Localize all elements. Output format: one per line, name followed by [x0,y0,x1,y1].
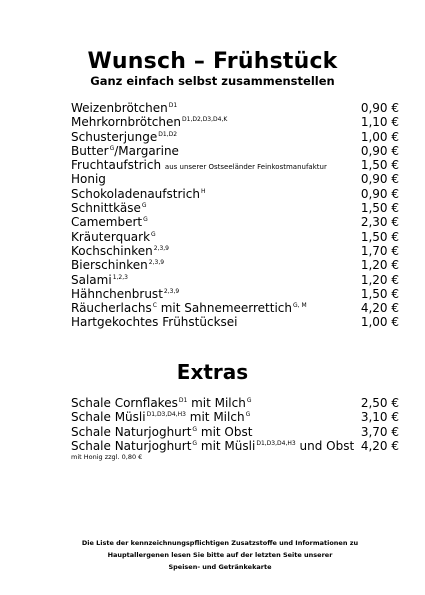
item-label: Räucherlachs [71,301,152,316]
menu-item-name [71,144,357,158]
menu-item-row [71,244,399,258]
menu-item-row [71,396,399,410]
menu-item-row [71,115,399,129]
item-price: 1,50 € [360,286,399,301]
menu-item-name [71,396,357,410]
menu-item-row [71,201,399,215]
footer-line: Hauptallergenen lesen Sie bitte auf der letzten Seite unserer [107,551,333,559]
menu-item-row [71,287,399,301]
allergen-code: H [200,187,206,195]
allergen-code: G [143,216,148,224]
menu-item-name [71,201,357,215]
allergen-code: C [152,302,157,310]
menu-item-row [71,273,399,287]
allergen-code: 2,3,9 [148,259,165,267]
allergen-code: D1,D3,D4,H3 [146,411,186,419]
item-label: Bierschinken [71,258,148,273]
item-price: 0,90 € [360,186,399,201]
allergen-code: D1,D2,D3,D4,K [182,116,228,124]
menu-item-name [71,315,357,329]
item-label: Kräuterquark [71,229,151,244]
item-label: Camembert [71,215,143,230]
menu-item-name [71,101,357,115]
allergen-code: 2,3,9 [163,287,180,295]
extras-menu-list [71,396,399,453]
footer-line: Speisen- und Getränkekarte [168,563,272,571]
item-label-suffix: mit Milch [185,410,245,425]
page-title: Wunsch – Frühstück [87,49,338,74]
allergen-code: G [245,411,251,419]
menu-item-row [71,130,399,144]
page-subtitle: Ganz einfach selbst zusammenstellen [90,74,335,88]
menu-item-row [71,158,399,172]
item-price: 1,70 € [360,243,399,258]
item-label: Fruchtaufstrich [71,158,162,173]
item-price: 1,20 € [360,272,399,287]
item-label: Butter [71,143,109,158]
item-label: Schokoladenaufstrich [71,186,200,201]
menu-item-name [71,410,357,424]
allergen-code: D1,D2 [158,130,178,138]
menu-item-row [71,101,399,115]
item-label-suffix: mit Obst [197,424,253,439]
item-price: 0,90 € [360,172,399,187]
allergen-code: G [109,144,115,152]
item-label: Schnittkäse [71,201,141,216]
item-label: Schusterjunge [71,129,158,144]
item-label: Kochschinken [71,243,153,258]
menu-item-name [71,230,357,244]
menu-item-row [71,425,399,439]
item-label-suffix: und Obst [295,438,355,453]
menu-item-row [71,410,399,424]
allergen-code: G, M [293,302,307,310]
item-price: 1,50 € [360,158,399,173]
item-price: 1,20 € [360,258,399,273]
item-note: aus unserer Ostseeländer Feinkostmanufaktur [164,163,327,172]
allergen-code: 2,3,9 [153,244,170,252]
menu-item-row [71,258,399,272]
item-label: Salami [71,272,112,287]
allergen-code: G [246,397,252,404]
allergen-code: G [151,230,156,238]
menu-item-name [71,244,357,258]
item-label: Mehrkornbrötchen [71,115,181,130]
allergen-code: D1 [168,102,178,109]
item-label-suffix: mit Müsli [197,438,256,453]
menu-item-row [71,215,399,229]
menu-item-name [71,215,357,229]
item-label: Weizenbrötchen [71,101,168,115]
item-price: 1,10 € [360,115,399,130]
menu-item-name [71,172,357,186]
menu-item-name [71,130,357,144]
footer-line: Die Liste der kennzeichnungspflichtigen Zusatzstoffe und Informationen zu [81,539,359,547]
menu-item-row [71,172,399,186]
allergen-code: D1 [178,397,188,404]
menu-item-name [71,273,357,287]
item-price: 2,50 € [360,396,399,410]
menu-item-name [71,301,357,315]
item-price: 1,50 € [360,201,399,216]
item-price: 0,90 € [360,101,399,115]
allergen-code: 1,2,3 [112,273,128,281]
item-label-suffix: /Margarine [114,143,179,158]
extras-title: Extras [176,360,249,384]
menu-item-row [71,315,399,329]
menu-item-name [71,425,357,439]
item-price: 1,00 € [360,129,399,144]
allergen-code: G [141,202,147,210]
menu-item-row [71,301,399,315]
item-price: 1,00 € [360,315,399,330]
honig-note: mit Honig zzgl. 0,80 € [71,453,143,461]
menu-item-name [71,258,357,272]
item-label: Schale Müsli [71,410,146,425]
menu-item-name [71,115,357,129]
item-price: 3,10 € [360,410,399,425]
item-price: 0,90 € [360,143,399,158]
item-label: Hähnchenbrust [71,286,163,301]
allergen-code: D1,D3,D4,H3 [256,439,296,447]
menu-item-name [71,439,357,453]
item-price: 1,50 € [360,229,399,244]
allergen-code: G [192,439,198,447]
breakfast-menu-list [71,101,399,330]
item-label-suffix: mit Milch [187,396,246,410]
item-price: 4,20 € [360,438,399,453]
menu-item-name [71,287,357,301]
item-label: Schale Naturjoghurt [71,438,192,453]
allergen-footer-note [70,537,370,573]
item-price: 2,30 € [360,215,399,230]
item-label: Honig [71,172,106,187]
menu-item-name [71,187,357,201]
menu-item-row [71,439,399,453]
item-price: 4,20 € [360,301,399,316]
allergen-code: G [192,425,198,433]
menu-item-row [71,144,399,158]
item-label: Schale Cornflakes [71,396,178,410]
menu-item-row [71,187,399,201]
item-label: Schale Naturjoghurt [71,424,192,439]
menu-item-row [71,230,399,244]
item-label-suffix: mit Sahnemeerrettich [156,301,293,316]
item-label: Hartgekochtes Frühstücksei [71,315,238,330]
item-price: 3,70 € [360,424,399,439]
